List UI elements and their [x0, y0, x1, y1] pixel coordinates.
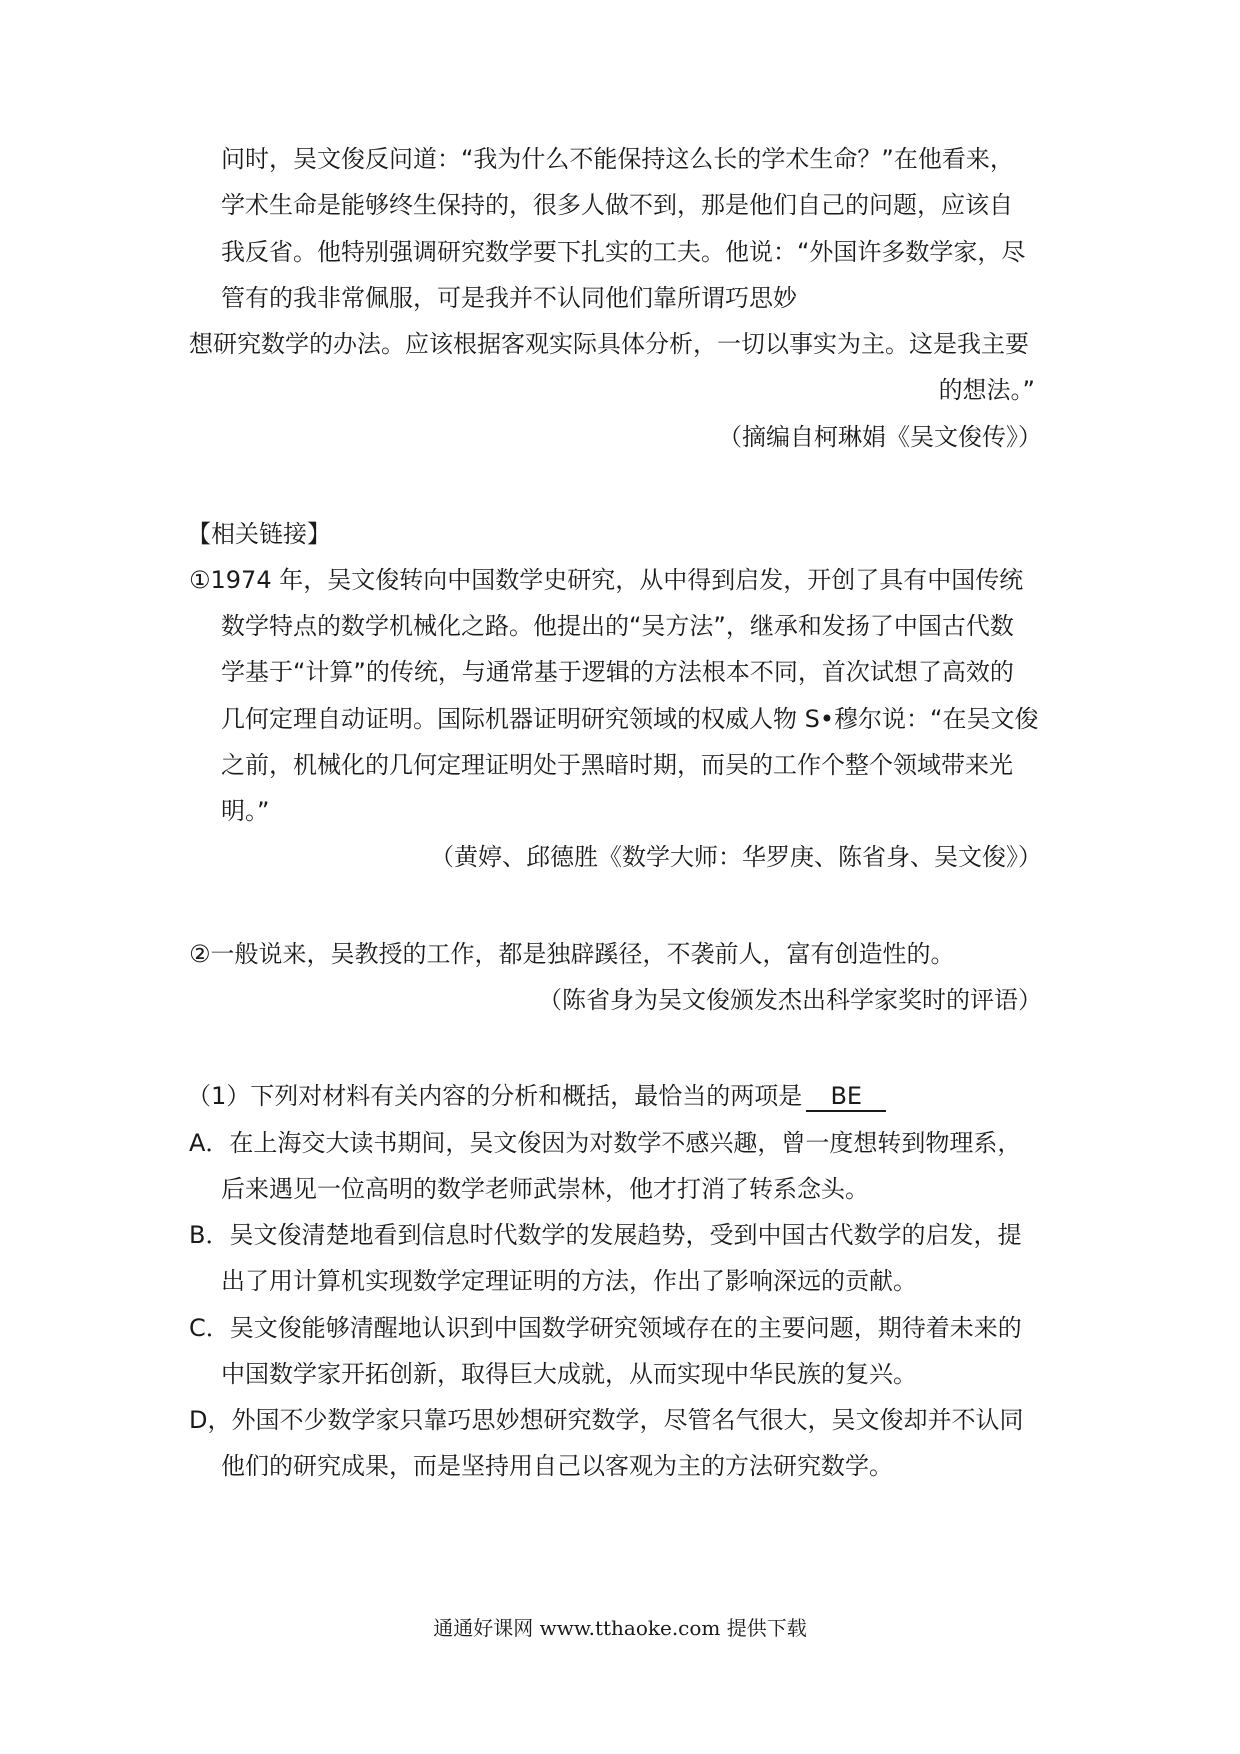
question-stem: （1）下列对材料有关内容的分析和概括，最恰当的两项是	[187, 1082, 803, 1110]
option-d-line: D，外国不少数学家只靠巧思妙想研究数学，尽管名气很大，吴文俊却并不认同	[189, 1406, 1024, 1434]
passage-line: 问时，吴文俊反问道：“我为什么不能保持这么长的学术生命？”在他看来，	[221, 145, 1014, 173]
question-stem-line	[187, 1080, 886, 1112]
link-item-1-line: 明。”	[221, 797, 270, 825]
link-item-1-line: 数学特点的数学机械化之路。他提出的“吴方法”，继承和发扬了中国古代数	[221, 612, 1014, 640]
option-d-line: 他们的研究成果，而是坚持用自己以客观为主的方法研究数学。	[221, 1452, 893, 1480]
link-item-1-line: 学基于“计算”的传统，与通常基于逻辑的方法根本不同，首次试想了高效的	[221, 658, 1014, 686]
option-b-line: B．吴文俊清楚地看到信息时代数学的发展趋势，受到中国古代数学的启发，提	[189, 1221, 1022, 1249]
link-item-1-line: 几何定理自动证明。国际机器证明研究领域的权威人物 S•穆尔说：“在吴文俊	[221, 705, 1039, 733]
passage-line: 管有的我非常佩服，可是我并不认同他们靠所谓巧思妙	[221, 284, 797, 312]
passage-line: 想研究数学的办法。应该根据客观实际具体分析，一切以事实为主。这是我主要	[189, 330, 1029, 358]
option-c-line: 中国数学家开拓创新，取得巨大成就，从而实现中华民族的复兴。	[221, 1360, 917, 1388]
option-b-line: 出了用计算机实现数学定理证明的方法，作出了影响深远的贡献。	[221, 1267, 917, 1295]
link-item-2-source: （陈省身为吴文俊颁发杰出科学家奖时的评语）	[538, 986, 1042, 1014]
option-c-line: C．吴文俊能够清醒地认识到中国数学研究领域存在的主要问题，期待着未来的	[189, 1314, 1022, 1342]
link-item-1-source: （黄婷、邱德胜《数学大师：华罗庚、陈省身、吴文俊》）	[430, 843, 1042, 871]
links-heading: 【相关链接】	[187, 520, 331, 548]
answer-blank: BE	[806, 1082, 886, 1112]
passage-line: 学术生命是能够终生保持的，很多人做不到，那是他们自己的问题，应该自	[221, 191, 1013, 219]
link-item-1-line: ①1974 年，吴文俊转向中国数学史研究，从中得到启发，开创了具有中国传统	[189, 566, 1024, 594]
passage-line: 的想法。”	[938, 376, 1035, 404]
option-a-line: 后来遇见一位高明的数学老师武崇林，他才打消了转系念头。	[221, 1175, 869, 1203]
footer-text: 通通好课网 www.tthaoke.com 提供下载	[433, 1616, 807, 1640]
option-a-line: A．在上海交大读书期间，吴文俊因为对数学不感兴趣，曾一度想转到物理系，	[189, 1129, 1022, 1157]
passage-line: 我反省。他特别强调研究数学要下扎实的工夫。他说：“外国许多数学家，尽	[221, 238, 1026, 266]
passage-source: （摘编自柯琳娟《吴文俊传》）	[718, 423, 1042, 451]
link-item-2-text: ②一般说来，吴教授的工作，都是独辟蹊径，不袭前人，富有创造性的。	[189, 940, 955, 968]
link-item-1-line: 之前，机械化的几何定理证明处于黑暗时期，而吴的工作个整个领域带来光	[221, 751, 1013, 779]
